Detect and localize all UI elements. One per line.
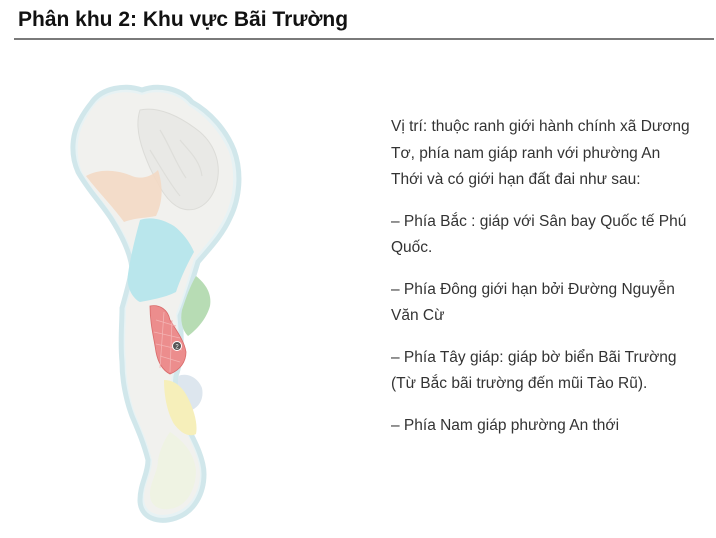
zoning-map bbox=[30, 80, 260, 525]
title-divider bbox=[14, 38, 714, 40]
boundary-east: – Phía Đông giới hạn bởi Đường Nguyễn Văn Cừ bbox=[391, 280, 675, 324]
zone-marker-label: 2 bbox=[175, 344, 179, 351]
boundary-west: – Phía Tây giáp: giáp bờ biển Bãi Trường (Từ Bắc bãi trường đến mũi Tào Rũ). bbox=[391, 348, 677, 392]
location-intro: Vị trí: thuộc ranh giới hành chính xã Dương Tơ, phía nam giáp ranh với phường An Thới và có giới hạn đất đai như sau: bbox=[391, 118, 690, 188]
island-map-svg bbox=[30, 80, 260, 525]
boundary-south: – Phía Nam giáp phường An thới bbox=[391, 416, 620, 434]
boundary-north: – Phía Bắc : giáp với Sân bay Quốc tế Phú Quốc. bbox=[391, 212, 687, 256]
zone-2-marker bbox=[173, 342, 182, 351]
section-title: Phân khu 2: Khu vực Bãi Trường bbox=[18, 8, 349, 31]
description-panel bbox=[391, 114, 691, 454]
